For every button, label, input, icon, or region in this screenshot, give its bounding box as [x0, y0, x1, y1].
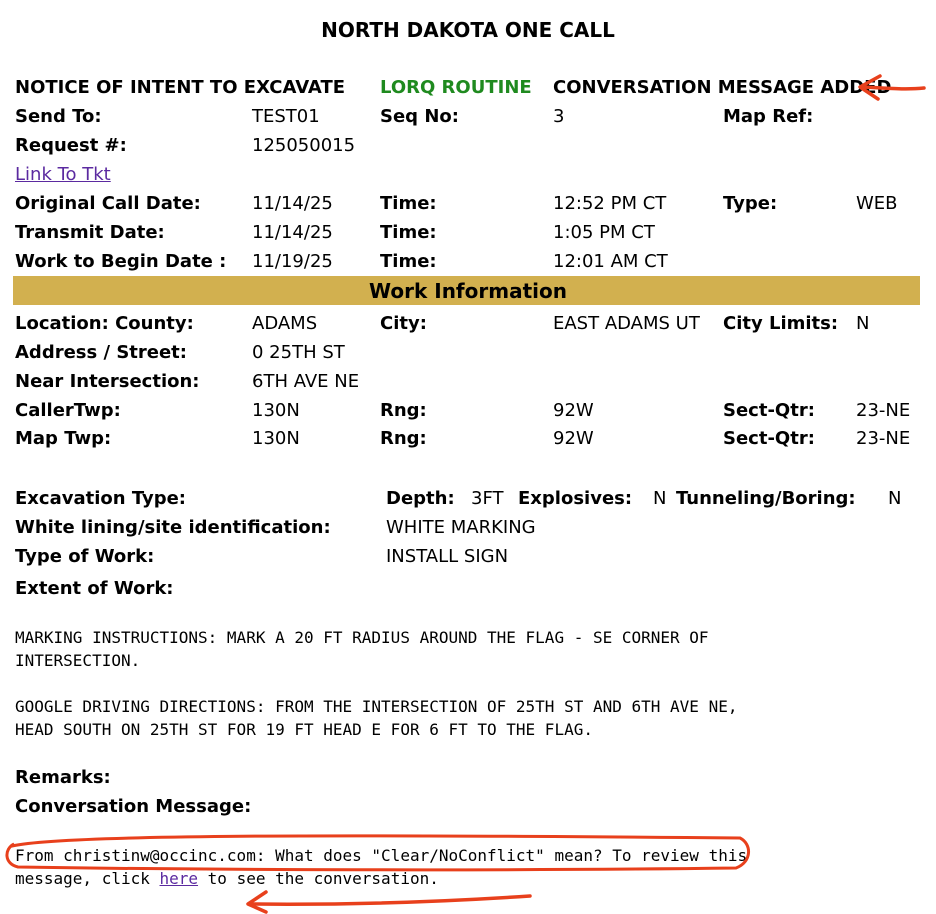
city-limits-value: N — [856, 313, 870, 334]
work-begin-label: Work to Begin Date : — [15, 251, 227, 272]
time-label: Time: — [380, 222, 437, 243]
rng-label: Rng: — [380, 400, 427, 421]
original-call-date: 11/14/25 — [252, 193, 333, 214]
review-prompt-suffix: to see the conversation. — [198, 869, 439, 888]
remarks-label: Remarks: — [15, 767, 111, 788]
transmit-label: Transmit Date: — [15, 222, 165, 243]
explosives-label: Explosives: — [518, 488, 633, 509]
caller-twp-value: 130N — [252, 400, 300, 421]
caller-sect-value: 23-NE — [856, 400, 911, 421]
review-prompt-prefix: message, click — [15, 869, 160, 888]
type-value: WEB — [856, 193, 898, 214]
transmit-date: 11/14/25 — [252, 222, 333, 243]
map-rng-value: 92W — [553, 428, 594, 449]
map-twp-value: 130N — [252, 428, 300, 449]
conversation-label: Conversation Message: — [15, 796, 252, 817]
time-label: Time: — [380, 193, 437, 214]
send-to-value: TEST01 — [252, 106, 320, 127]
link-to-ticket[interactable]: Link To Tkt — [15, 164, 111, 185]
city-value: EAST ADAMS UT — [553, 313, 700, 334]
map-ref-label: Map Ref: — [723, 106, 814, 127]
marking-instructions-line: MARKING INSTRUCTIONS: MARK A 20 FT RADIUS AROUND THE FLAG - SE CORNER OF — [15, 628, 709, 647]
status-label: CONVERSATION MESSAGE ADDED — [553, 77, 892, 98]
driving-directions-line: GOOGLE DRIVING DIRECTIONS: FROM THE INTERSECTION OF 25TH ST AND 6TH AVE NE, — [15, 697, 738, 716]
near-intersection-value: 6TH AVE NE — [252, 371, 360, 392]
type-of-work-value: INSTALL SIGN — [386, 546, 509, 567]
review-prompt: To review this — [602, 846, 748, 865]
request-label: Request #: — [15, 135, 127, 156]
status-arrow-icon — [860, 76, 924, 99]
type-label: Type: — [723, 193, 778, 214]
white-lining-label: White lining/site identification: — [15, 517, 331, 538]
work-begin-date: 11/19/25 — [252, 251, 333, 272]
message-highlight-icon — [7, 836, 749, 870]
conversation-link[interactable]: here — [159, 869, 199, 888]
caller-twp-label: CallerTwp: — [15, 400, 121, 421]
original-call-time: 12:52 PM CT — [553, 193, 667, 214]
map-twp-label: Map Twp: — [15, 428, 112, 449]
transmit-time: 1:05 PM CT — [553, 222, 655, 243]
marking-instructions-line: INTERSECTION. — [15, 651, 141, 670]
tunneling-value: N — [888, 488, 902, 509]
address-value: 0 25TH ST — [252, 342, 345, 363]
rng-label: Rng: — [380, 428, 427, 449]
request-value: 125050015 — [252, 135, 356, 156]
depth-value: 3FT — [471, 488, 504, 509]
sect-qtr-label: Sect-Qtr: — [723, 400, 815, 421]
driving-directions-line: HEAD SOUTH ON 25TH ST FOR 19 FT HEAD E FOR 6 FT TO THE FLAG. — [15, 720, 593, 739]
send-to-label: Send To: — [15, 106, 102, 127]
city-label: City: — [380, 313, 427, 334]
white-lining-value: WHITE MARKING — [386, 517, 536, 538]
work-begin-time: 12:01 AM CT — [553, 251, 668, 272]
map-sect-value: 23-NE — [856, 428, 911, 449]
type-of-work-label: Type of Work: — [15, 546, 155, 567]
section-heading: Work Information — [369, 279, 567, 303]
sect-qtr-label: Sect-Qtr: — [723, 428, 815, 449]
explosives-value: N — [653, 488, 667, 509]
excavation-type-label: Excavation Type: — [15, 488, 186, 509]
page-title: NORTH DAKOTA ONE CALL — [321, 18, 615, 42]
time-label: Time: — [380, 251, 437, 272]
original-call-label: Original Call Date: — [15, 193, 201, 214]
conversation-message: From christinw@occinc.com: What does "Clear/NoConflict" mean? — [15, 846, 603, 865]
notice-type: NOTICE OF INTENT TO EXCAVATE — [15, 77, 346, 98]
city-limits-label: City Limits: — [723, 313, 839, 334]
location-label: Location: County: — [15, 313, 194, 334]
seq-no-value: 3 — [553, 106, 565, 127]
depth-label: Depth: — [386, 488, 455, 509]
link-arrow-icon — [248, 892, 530, 912]
seq-no-label: Seq No: — [380, 106, 459, 127]
county-value: ADAMS — [252, 313, 318, 334]
address-label: Address / Street: — [15, 342, 187, 363]
routine-label: LORQ ROUTINE — [380, 77, 532, 98]
caller-rng-value: 92W — [553, 400, 594, 421]
extent-of-work-label: Extent of Work: — [15, 578, 174, 599]
tunneling-label: Tunneling/Boring: — [676, 488, 856, 509]
near-intersection-label: Near Intersection: — [15, 371, 200, 392]
